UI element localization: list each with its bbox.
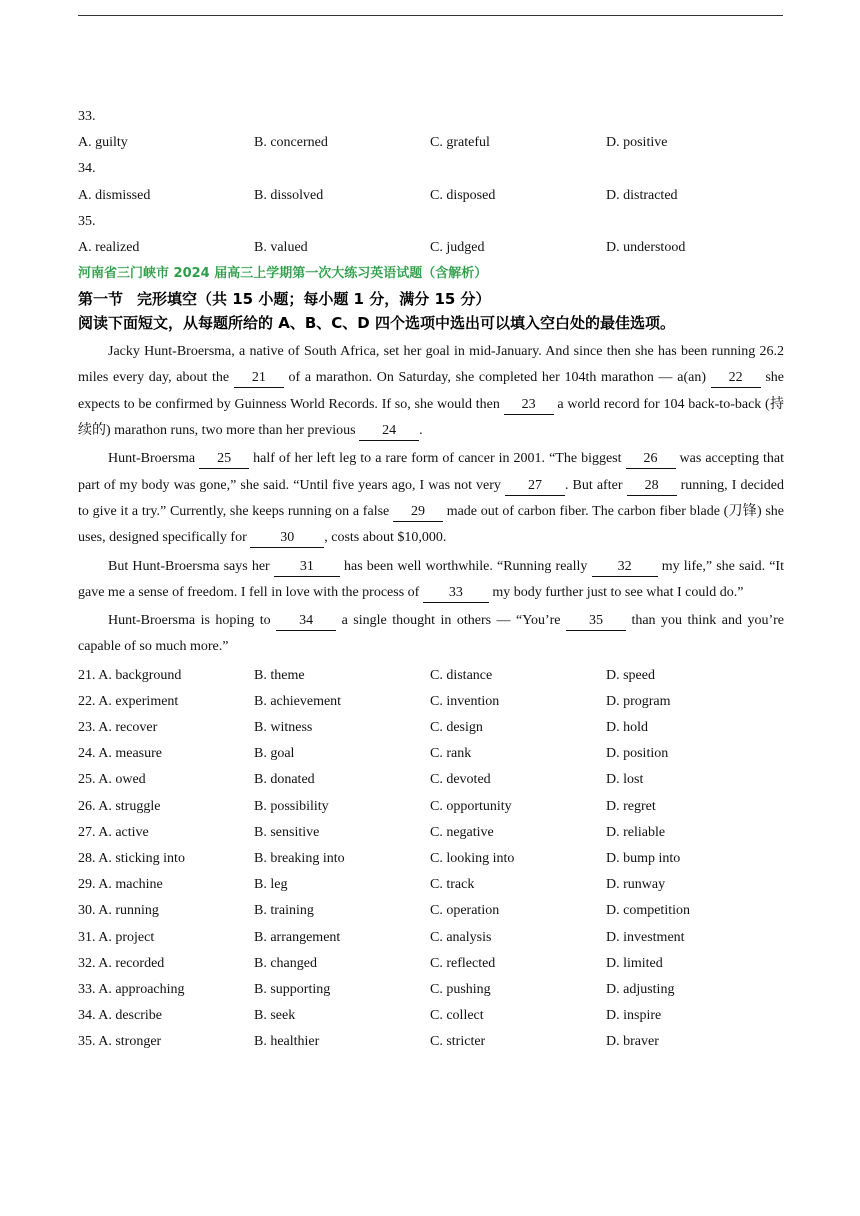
option-row: [78, 235, 784, 261]
option-d: D. understood: [606, 239, 686, 255]
instruction: 阅读下面短文，从每题所给的 A、B、C、D 四个选项中选出可以填入空白处的最佳选项。: [78, 314, 675, 333]
option-b: B. goal: [254, 746, 295, 762]
option-b: B. concerned: [254, 135, 328, 151]
option-c: C. invention: [430, 693, 500, 709]
option-a: 28. A. sticking into: [78, 851, 185, 866]
document-body: [78, 104, 784, 1056]
option-c: C. disposed: [430, 187, 496, 203]
blank-34: 34: [276, 612, 336, 631]
option-c: C. operation: [430, 903, 500, 919]
section-name: 第一节: [78, 290, 124, 309]
question-row-27: [78, 820, 784, 846]
option-a: 23. A. recover: [78, 720, 158, 736]
option-a: 21. A. background: [78, 667, 182, 683]
option-d: D. hold: [606, 720, 648, 736]
text-run: of a marathon. On Saturday, she completed her 104th marathon — a(an): [283, 370, 711, 386]
option-b: B. dissolved: [254, 187, 324, 203]
question-row-26: [78, 794, 784, 820]
option-a: 30. A. running: [78, 903, 159, 919]
option-b: B. theme: [254, 667, 305, 683]
text-run: a single thought in others — “You’re: [336, 613, 566, 629]
blank-30: 30: [250, 529, 324, 548]
question-row-22: [78, 689, 784, 715]
question-row-25: [78, 767, 784, 793]
option-d: D. limited: [606, 955, 663, 971]
text-run: made out of carbon fiber. The carbon fiber blade (刀锋) she uses, designed specifically for: [78, 503, 784, 546]
text-run: running, I decided to give it a try.” Currently, she keeps running on a false: [78, 477, 785, 519]
question-number: 34.: [78, 161, 96, 177]
option-a: 27. A. active: [78, 824, 149, 840]
option-a: A. dismissed: [78, 187, 151, 203]
option-d: D. braver: [606, 1034, 659, 1050]
option-d: D. distracted: [606, 187, 678, 203]
question-row-35: [78, 1029, 784, 1055]
question-row-29: [78, 872, 784, 898]
option-a: 24. A. measure: [78, 746, 162, 762]
source-title: 河南省三门峡市 2024 届高三上学期第一次大练习英语试题（含解析）: [78, 266, 488, 282]
option-d: D. investment: [606, 929, 685, 945]
prev-question-34: [78, 156, 784, 208]
option-b: B. achievement: [254, 693, 342, 709]
paragraph-2: [78, 446, 784, 551]
question-row-32: [78, 951, 784, 977]
option-d: D. competition: [606, 903, 690, 919]
question-number: 35.: [78, 213, 96, 229]
question-row-33: [78, 977, 784, 1003]
option-c: C. grateful: [430, 135, 490, 151]
option-b: B. arrangement: [254, 929, 341, 945]
blank-21: 21: [234, 369, 284, 388]
option-b: B. possibility: [254, 798, 329, 814]
option-a: 35. A. stronger: [78, 1034, 162, 1050]
option-d: D. runway: [606, 877, 666, 893]
option-c: C. rank: [430, 746, 472, 762]
blank-28: 28: [627, 477, 677, 496]
passage: [78, 339, 784, 661]
blank-25: 25: [199, 450, 249, 469]
question-row-21: [78, 663, 784, 689]
question-number: 33.: [78, 109, 96, 124]
question-row-31: [78, 925, 784, 951]
text-run: has been well worthwhile. “Running really: [339, 558, 592, 574]
blank-33: 33: [423, 584, 489, 603]
option-d: D. position: [606, 746, 669, 762]
section-title: 完形填空（共 15 小题；每小题 1 分，满分 15 分）: [137, 290, 491, 309]
blank-22: 22: [711, 369, 761, 388]
paragraph-1: [78, 339, 784, 444]
text-run: Hunt-Broersma is hoping to: [108, 613, 277, 629]
option-d: D. inspire: [606, 1008, 662, 1024]
question-row-30: [78, 898, 784, 924]
text-run: But Hunt-Broersma says her: [108, 558, 274, 574]
option-b: B. changed: [254, 955, 317, 971]
option-b: B. leg: [254, 877, 288, 893]
option-d: D. reliable: [606, 824, 666, 840]
option-c: C. reflected: [430, 955, 496, 971]
text-run: half of her left leg to a rare form of cancer in 2001. “The biggest: [249, 451, 626, 467]
text-run: a world record for 104 back-to-back (持续的) marathon runs, two more than her previous: [78, 396, 784, 439]
option-b: B. breaking into: [254, 851, 345, 866]
option-d: D. lost: [606, 772, 644, 788]
blank-27: 27: [505, 477, 565, 496]
prev-question-35: [78, 209, 784, 261]
question-row-24: [78, 741, 784, 767]
option-b: B. sensitive: [254, 824, 320, 840]
option-b: B. witness: [254, 720, 313, 736]
option-c: C. pushing: [430, 981, 491, 997]
text-run: . But after: [564, 477, 627, 493]
text-run: , costs about $10,000.: [324, 530, 447, 546]
option-c: C. devoted: [430, 772, 491, 788]
option-a: 29. A. machine: [78, 877, 163, 893]
text-run: she expects to be confirmed by Guinness World Records. If so, she would then: [78, 370, 784, 412]
blank-24: 24: [359, 422, 419, 441]
option-a: 26. A. struggle: [78, 798, 161, 814]
option-d: D. speed: [606, 667, 655, 683]
text-run: was accepting that part of my body was gone,” she said. “Until five years ago, I was not very: [78, 451, 784, 493]
blank-32: 32: [592, 558, 658, 577]
option-c: C. stricter: [430, 1034, 486, 1050]
option-b: B. healthier: [254, 1034, 320, 1050]
blank-35: 35: [566, 612, 626, 631]
text-run: my body further just to see what I could do.”: [488, 584, 744, 600]
option-c: C. analysis: [430, 929, 492, 945]
option-row: [78, 130, 784, 156]
option-c: C. distance: [430, 667, 493, 683]
option-d: D. program: [606, 693, 671, 709]
text-run: .: [419, 423, 423, 439]
option-c: C. negative: [430, 824, 494, 840]
text-run: Jacky Hunt-Broersma, a native of South Africa, set her goal in mid-January. And since then she has been running 26.2 miles every day, about the: [78, 344, 784, 386]
option-c: C. opportunity: [430, 798, 512, 814]
option-c: C. looking into: [430, 851, 515, 866]
option-d: D. regret: [606, 798, 656, 814]
option-a: 22. A. experiment: [78, 693, 179, 709]
option-a: 32. A. recorded: [78, 955, 165, 971]
option-b: B. donated: [254, 772, 315, 788]
paragraph-3: [78, 554, 784, 607]
question-row-34: [78, 1003, 784, 1029]
option-a: A. guilty: [78, 135, 128, 151]
option-d: D. positive: [606, 135, 668, 151]
section-heading: [78, 287, 784, 311]
blank-29: 29: [393, 503, 443, 522]
option-b: B. valued: [254, 239, 308, 255]
option-c: C. judged: [430, 239, 485, 255]
option-a: 34. A. describe: [78, 1008, 162, 1024]
option-a: 25. A. owed: [78, 772, 146, 788]
text-run: than you think and you’re capable of so much more.”: [78, 613, 784, 655]
text-run: Hunt-Broersma: [108, 451, 200, 467]
option-a: 33. A. approaching: [78, 981, 185, 997]
option-c: C. collect: [430, 1008, 484, 1024]
option-d: D. adjusting: [606, 981, 675, 997]
question-row-28: [78, 846, 784, 872]
option-b: B. supporting: [254, 981, 331, 997]
prev-question-33: [78, 104, 784, 156]
option-a: A. realized: [78, 239, 140, 255]
text-run: my life,” she said. “It gave me a sense of freedom. I fell in love with the process of: [78, 558, 784, 600]
option-c: C. track: [430, 877, 475, 893]
option-b: B. training: [254, 903, 314, 919]
option-b: B. seek: [254, 1008, 296, 1024]
blank-26: 26: [626, 450, 676, 469]
option-c: C. design: [430, 720, 483, 736]
option-d: D. bump into: [606, 851, 681, 866]
option-a: 31. A. project: [78, 929, 155, 945]
blank-23: 23: [504, 396, 554, 415]
question-options: [78, 663, 784, 1056]
question-row-23: [78, 715, 784, 741]
paragraph-4: [78, 608, 784, 661]
header-rule: [78, 15, 783, 16]
option-row: [78, 183, 784, 209]
blank-31: 31: [274, 558, 340, 577]
